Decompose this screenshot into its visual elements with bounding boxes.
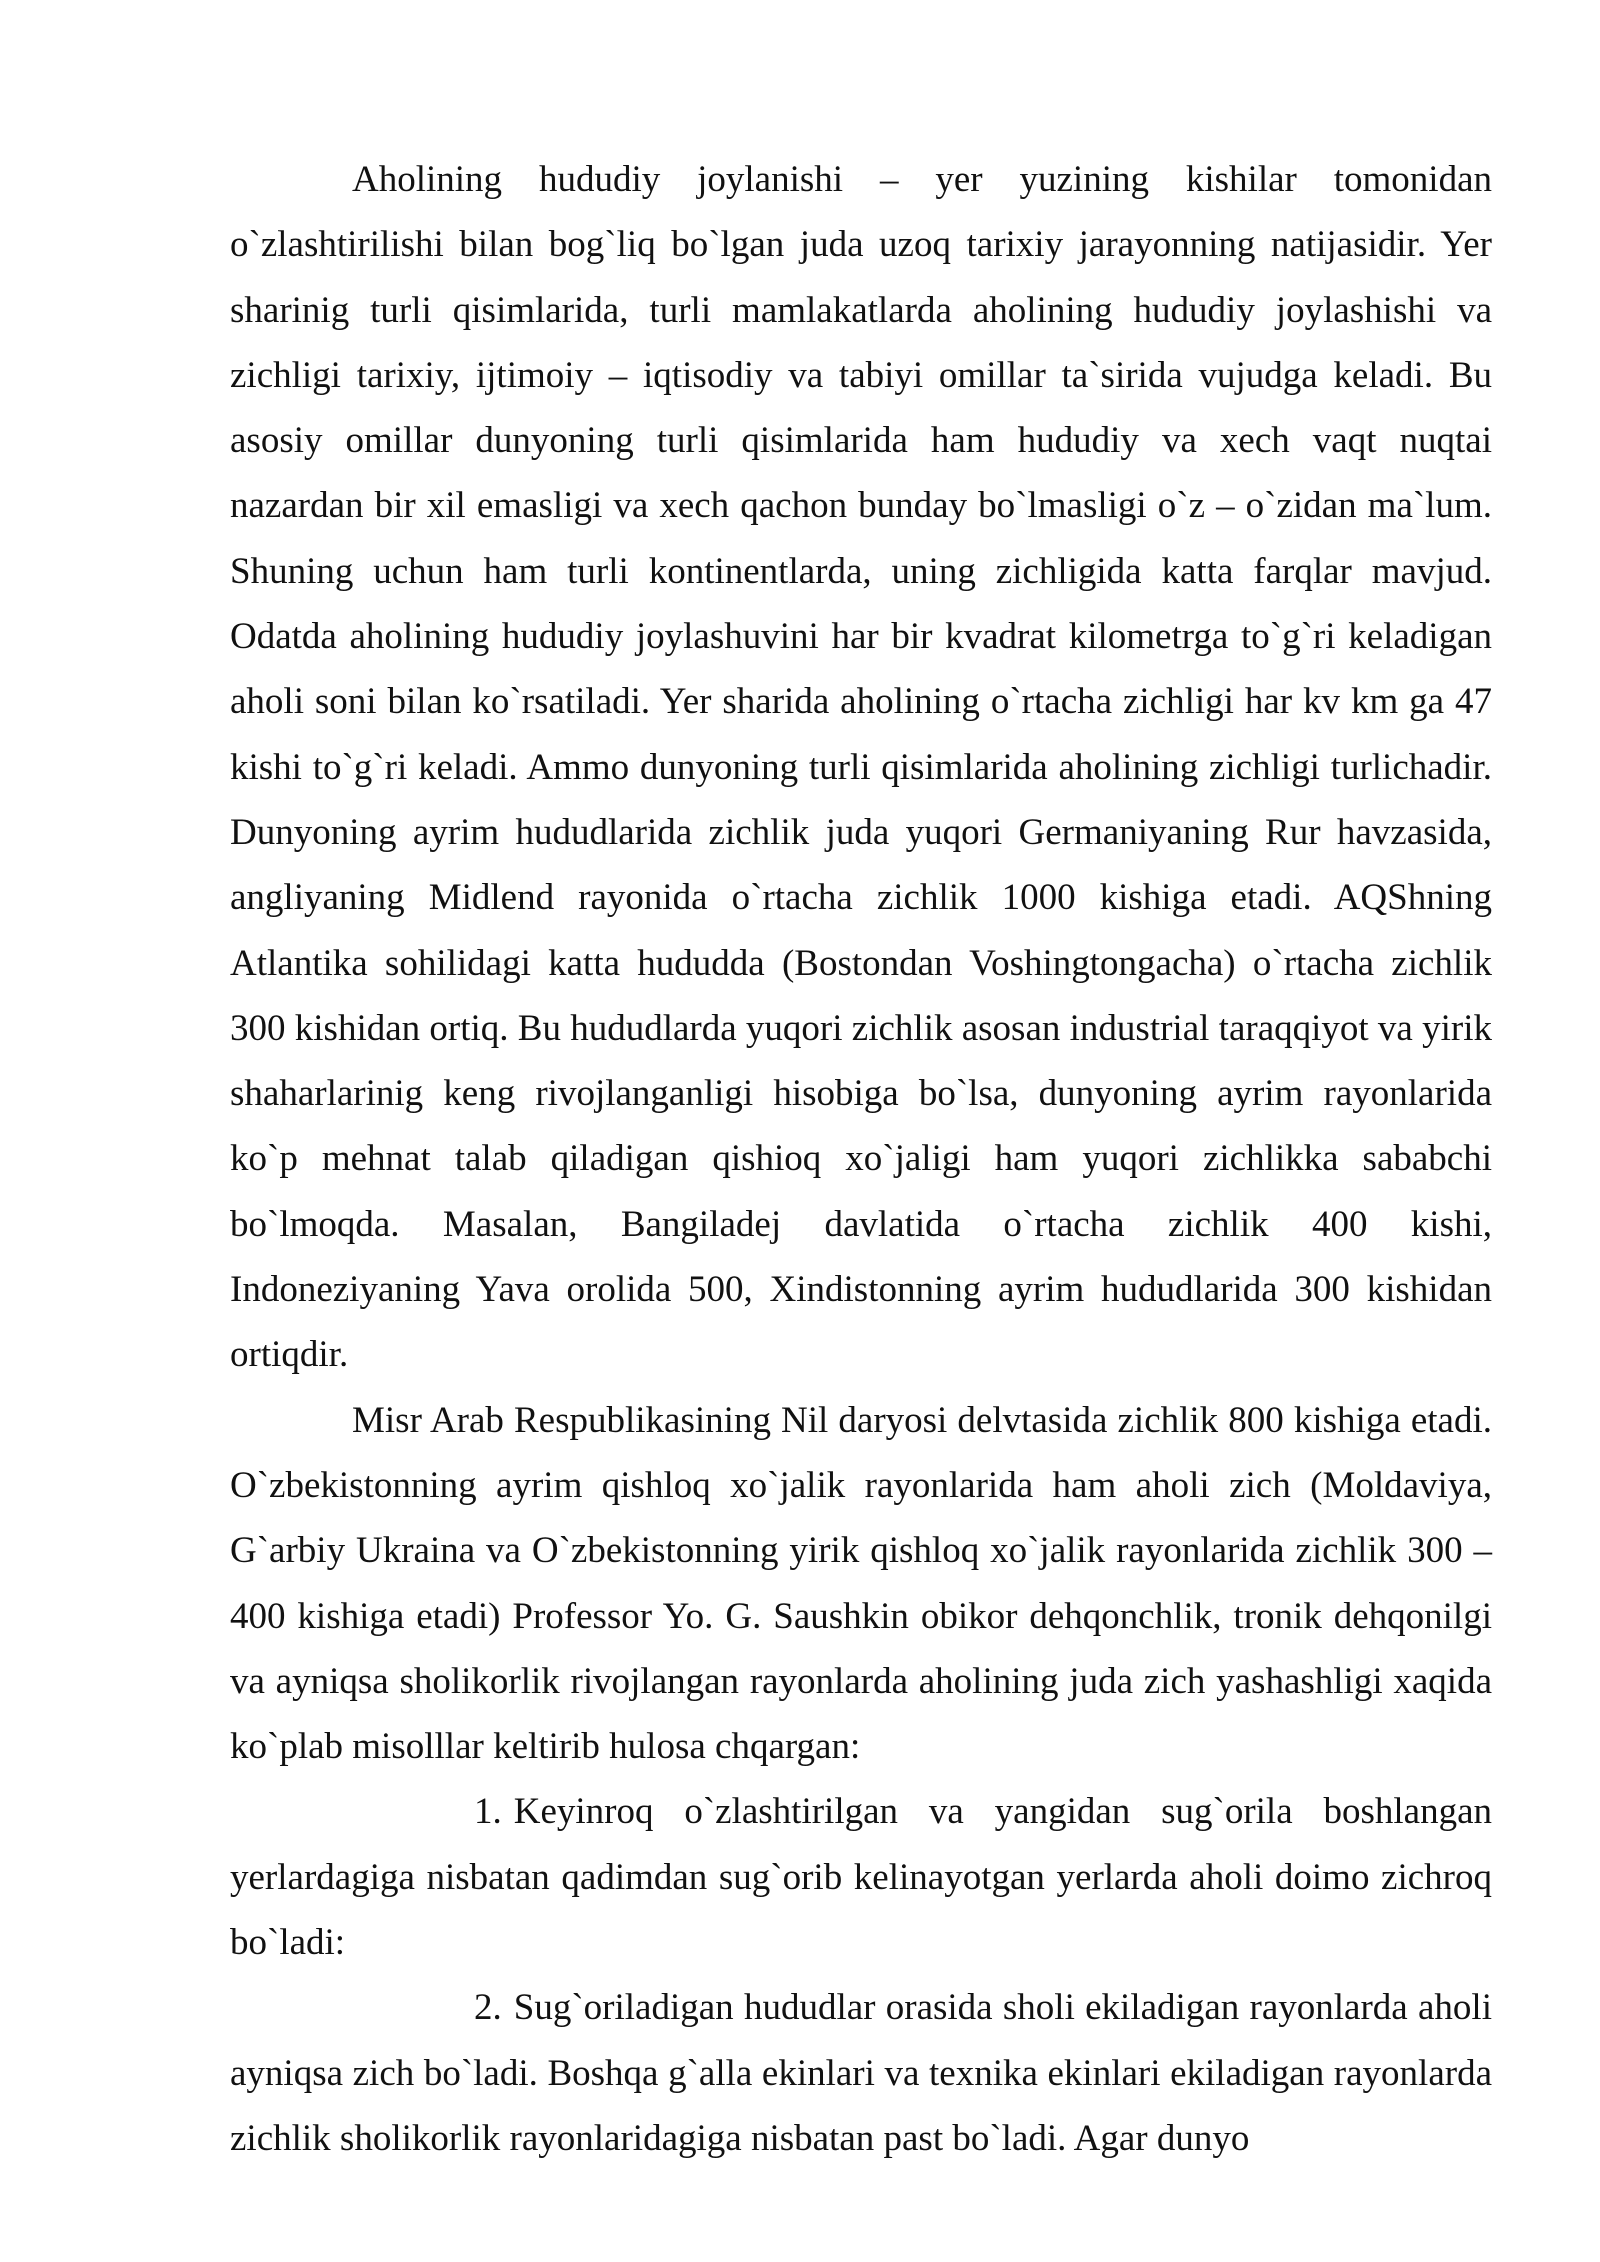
list-item <box>230 1779 1492 1975</box>
list-item-text: Sug`oriladigan hududlar orasida sholi ekiladigan rayonlarda aholi ayniqsa zich bo`ladi. Boshqa g`alla ekinlari va texnika ekinlari ekiladigan rayonlarda zichlik sholikorlik rayonlaridagiga nisbatan past bo`ladi. Agar dunyo <box>230 1987 1492 2159</box>
list-item-text: Keyinroq o`zlashtirilgan va yangidan sug`orila boshlangan yerlardagiga nisbatan qadimdan sug`orib kelinayotgan yerlarda aholi doimo zichroq bo`ladi: <box>230 1791 1492 1964</box>
document-page <box>230 147 1492 2171</box>
paragraph: Aholining hududiy joylanishi – yer yuzining kishilar tomonidan o`zlashtirilishi bilan bog`liq bo`lgan juda uzoq tarixiy jarayonning natijasidir. Yer sharinig turli qisimlarida, turli mamlakatlarda aholining hududiy joylashishi va zichligi tarixiy, ijtimoiy – iqtisodiy va tabiyi omillar ta`sirida vujudga keladi. Bu asosiy omillar dunyoning turli qisimlarida ham hududiy va xech vaqt nuqtai nazardan bir xil emasligi va xech qachon bunday bo`lmasligi o`z – o`zidan ma`lum. Shuning uchun ham turli kontinentlarda, uning zichligida katta farqlar mavjud. Odatda aholining hududiy joylashuvini har bir kvadrat kilometrga to`g`ri keladigan aholi soni bilan ko`rsatiladi. Yer sharida aholining o`rtacha zichligi har kv km ga 47 kishi to`g`ri keladi. Ammo dunyoning turli qisimlarida aholining zichligi turlichadir. Dunyoning ayrim hududlarida zichlik juda yuqori Germaniyaning Rur havzasida, angliyaning Midlend rayonida o`rtacha zichlik 1000 kishiga etadi. AQShning Atlantika sohilidagi katta hududda (Bostondan Voshingtongacha) o`rtacha zichlik 300 kishidan ortiq. Bu hududlarda yuqori zichlik asosan industrial taraqqiyot va yirik shaharlarinig keng rivojlanganligi hisobiga bo`lsa, dunyoning ayrim rayonlarida ko`p mehnat talab qiladigan qishioq xo`jaligi ham yuqori zichlikka sababchi bo`lmoqda. Masalan, Bangiladej davlatida o`rtacha zichlik 400 kishi, Indoneziyaning Yava orolida 500, Xindistonning ayrim hududlarida 300 kishidan ortiqdir. <box>230 159 1492 1376</box>
list-item-number: 1. <box>474 1791 502 1833</box>
paragraph: Misr Arab Respublikasining Nil daryosi delvtasida zichlik 800 kishiga etadi. O`zbekistonning ayrim qishloq xo`jalik rayonlarida ham aholi zich (Moldaviya, G`arbiy Ukraina va O`zbekistonning yirik qishloq xo`jalik rayonlarida zichlik 300 – 400 kishiga etadi) Professor Yo. G. Saushkin obikor dehqonchlik, tronik dehqonilgi va ayniqsa sholikorlik rivojlangan rayonlarda aholining juda zich yashashligi xaqida ko`plab misolllar keltirib hulosa chqargan: <box>230 1399 1492 1768</box>
list-item <box>230 1975 1492 2171</box>
list-item-number: 2. <box>474 1987 502 2029</box>
